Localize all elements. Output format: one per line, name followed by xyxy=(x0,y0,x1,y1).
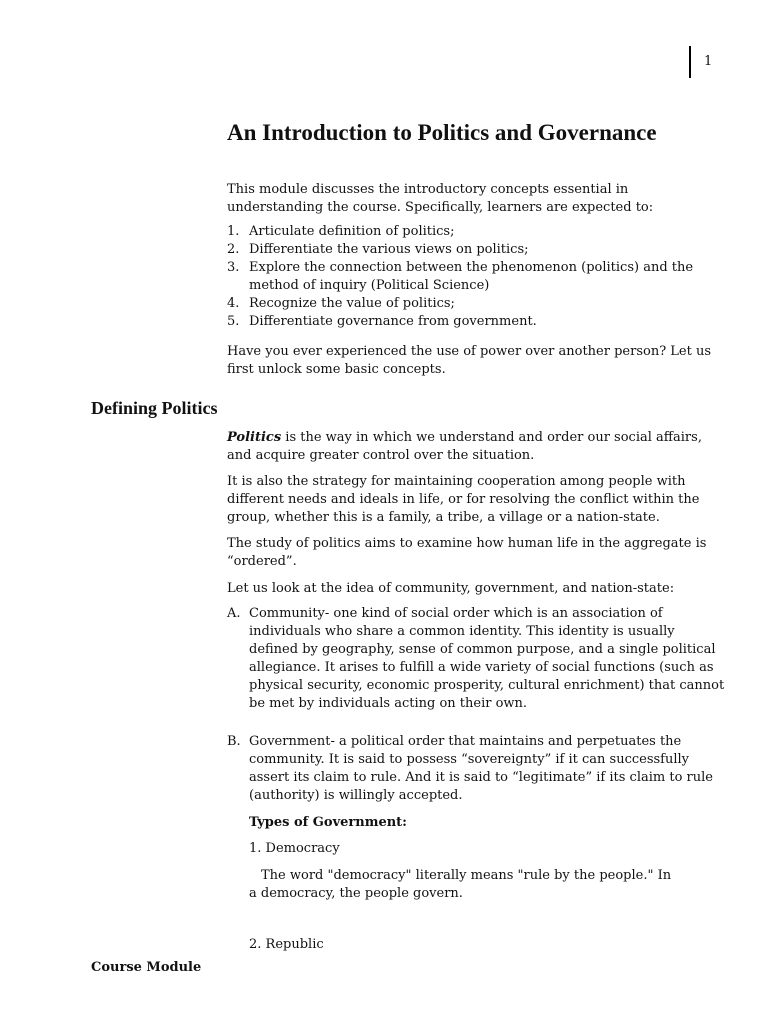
page-number: 1 xyxy=(704,54,713,69)
objectives-list xyxy=(227,223,727,331)
list-item-government xyxy=(227,733,727,805)
study-paragraph: The study of politics aims to examine how human life in the aggregate is “ordered”. xyxy=(227,536,707,569)
list-text: Differentiate the various views on politics; xyxy=(249,242,529,257)
list-text: Articulate definition of politics; xyxy=(249,224,455,239)
type-republic: 2. Republic xyxy=(249,937,324,952)
list-number: 5. xyxy=(227,314,240,329)
footer-course-module: Course Module xyxy=(91,960,202,975)
list-number: 4. xyxy=(227,296,240,311)
politics-definition xyxy=(227,429,727,465)
list-letter: A. xyxy=(227,606,241,621)
question-paragraph: Have you ever experienced the use of power over another person? Let us first unlock some basic concepts. xyxy=(227,344,712,377)
list-text: Recognize the value of politics; xyxy=(249,296,455,311)
politics-definition-text: is the way in which we understand and order our social affairs, and acquire greater control over the situation. xyxy=(227,430,702,463)
strategy-paragraph: It is also the strategy for maintaining cooperation among people with different needs and ideals in life, or for resolving the conflict within the group, whether this is a family, a tribe, a village or a nation-state. xyxy=(227,474,700,525)
header-rule xyxy=(689,46,691,78)
politics-term: Politics xyxy=(227,430,282,445)
community-definition: Community- one kind of social order which is an association of individuals who share a common identity. This identity is usually defined by geography, sense of common purpose, and a single political allegiance. It arises to fulfill a wide variety of social functions (such as physical security, economic prosperity, cultural enrichment) that cannot be met by individuals acting on their own. xyxy=(249,606,725,711)
type-democracy: 1. Democracy xyxy=(249,841,340,856)
list-item xyxy=(227,295,727,313)
list-text: Explore the connection between the phenomenon (politics) and the method of inquiry (Political Science) xyxy=(249,260,694,293)
list-letter: B. xyxy=(227,734,241,749)
democracy-description: The word "democracy" literally means "rule by the people." In a democracy, the people govern. xyxy=(249,868,672,901)
document-title: An Introduction to Politics and Governance xyxy=(227,120,657,145)
intro-paragraph: This module discusses the introductory concepts essential in understanding the course. Specifically, learners are expected to: xyxy=(227,182,654,215)
list-item xyxy=(227,241,727,259)
list-number: 1. xyxy=(227,224,240,239)
list-number: 3. xyxy=(227,260,240,275)
list-item xyxy=(227,223,727,241)
section-heading: Defining Politics xyxy=(91,398,218,418)
list-text: Differentiate governance from government. xyxy=(249,314,537,329)
list-item xyxy=(227,259,727,295)
lookat-paragraph: Let us look at the idea of community, government, and nation-state: xyxy=(227,581,675,596)
list-item-community xyxy=(227,605,727,713)
types-heading: Types of Government: xyxy=(249,815,407,830)
list-item xyxy=(227,313,727,331)
government-definition: Government- a political order that maintains and perpetuates the community. It is said to possess “sovereignty” if it can successfully assert its claim to rule. And it is said to “legitimate” if its claim to rule (authority) is willingly accepted. xyxy=(249,734,713,803)
list-number: 2. xyxy=(227,242,240,257)
